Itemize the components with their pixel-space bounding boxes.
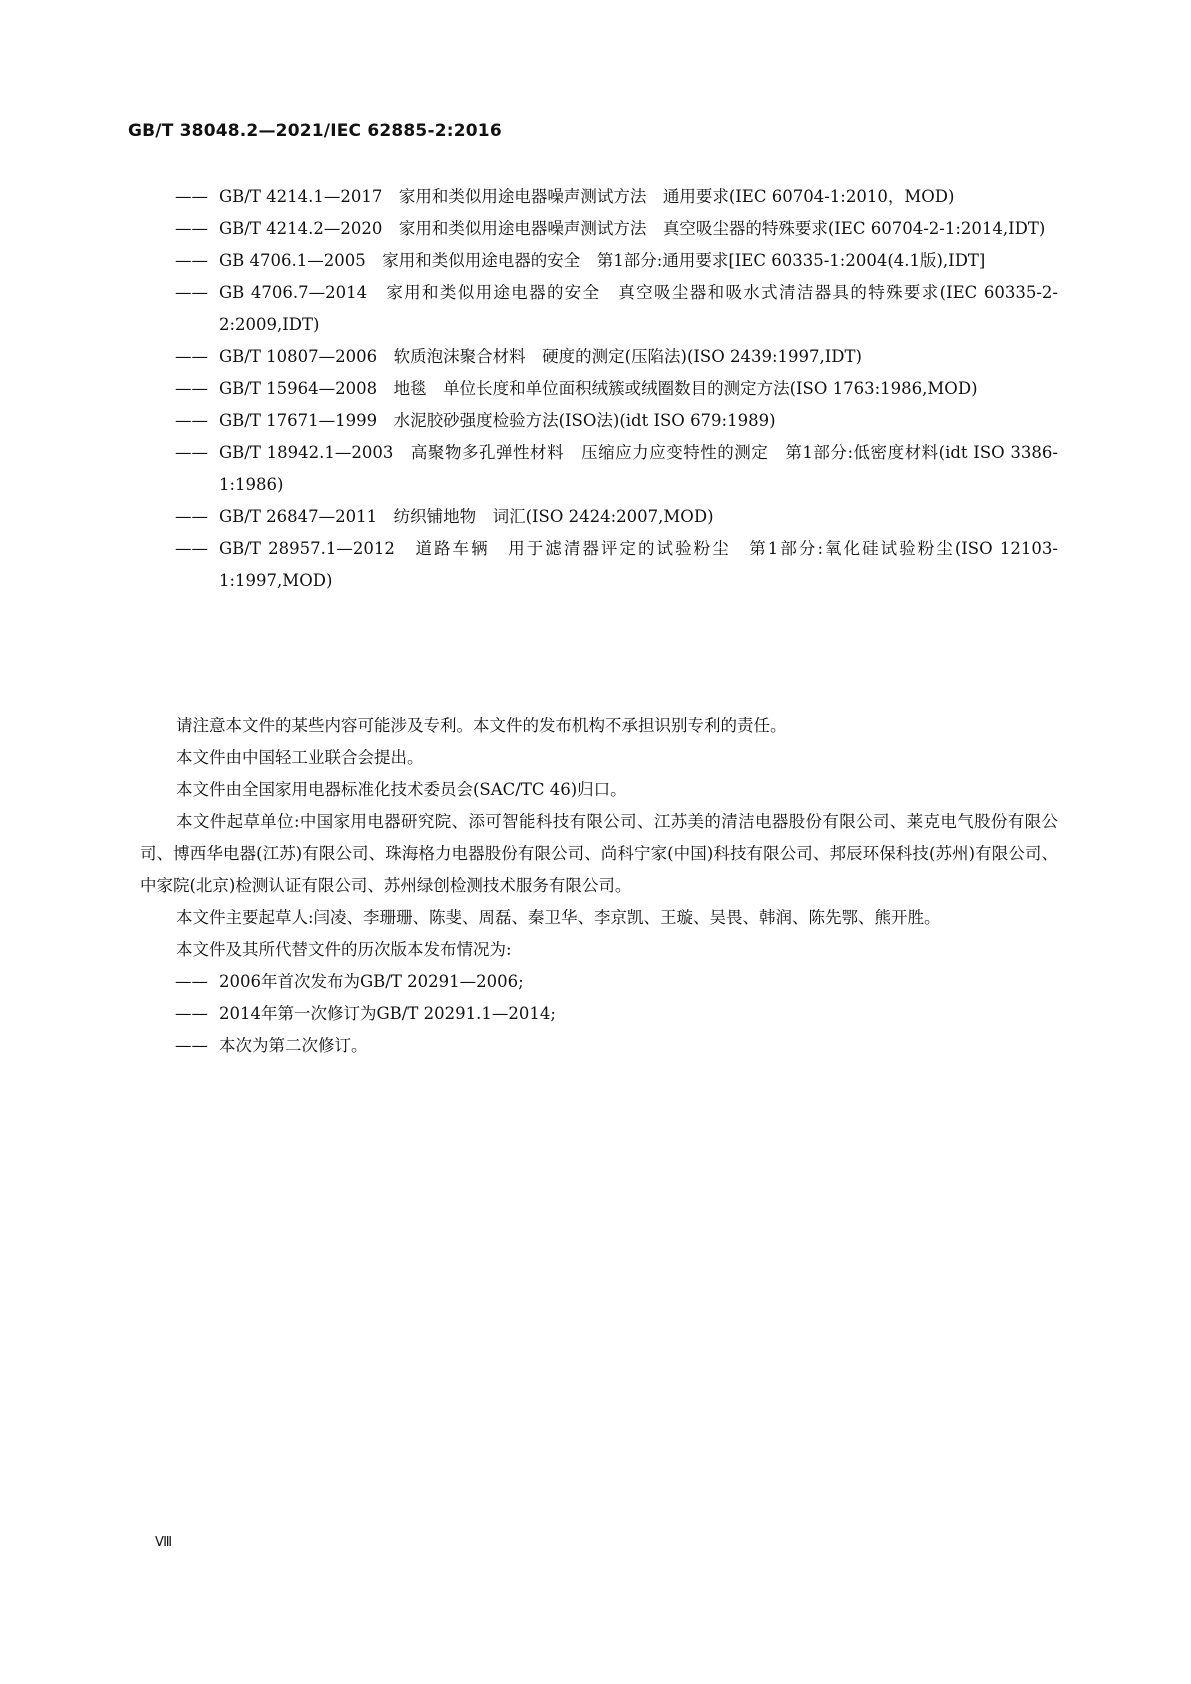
dash-marker: ——	[175, 187, 208, 206]
dash-marker: ——	[175, 1004, 208, 1023]
history-text: 本次为第二次修订。	[219, 1036, 368, 1055]
dash-marker: ——	[175, 539, 208, 558]
reference-text: GB/T 4214.1—2017 家用和类似用途电器噪声测试方法 通用要求(IEC 60704-1:2010，MOD)	[219, 187, 955, 206]
reference-text: GB/T 18942.1—2003 高聚物多孔弹性材料 压缩应力应变特性的测定 第1部分:低密度材料(idt ISO 3386-1:1986)	[219, 443, 1058, 494]
patent-notice: 请注意本文件的某些内容可能涉及专利。本文件的发布机构不承担识别专利的责任。	[176, 716, 787, 735]
history-item	[175, 966, 1058, 998]
reference-text: GB/T 4214.2—2020 家用和类似用途电器噪声测试方法 真空吸尘器的特殊要求(IEC 60704-2-1:2014,IDT)	[219, 219, 1046, 238]
history-text: 2014年第一次修订为GB/T 20291.1—2014;	[219, 1004, 556, 1023]
reference-text: GB/T 10807—2006 软质泡沫聚合材料 硬度的测定(压陷法)(ISO 2439:1997,IDT)	[219, 347, 862, 366]
main-drafters: 本文件主要起草人:闫凌、李珊珊、陈斐、周磊、秦卫华、李京凯、王璇、吴畏、韩润、陈先鄂、熊开胜。	[176, 908, 941, 927]
reference-item	[175, 213, 1058, 245]
proposer-statement: 本文件由中国轻工业联合会提出。	[176, 748, 424, 767]
reference-item	[175, 501, 1058, 533]
reference-text: GB 4706.1—2005 家用和类似用途电器的安全 第1部分:通用要求[IEC 60335-1:2004(4.1版),IDT]	[219, 251, 986, 270]
dash-marker: ——	[175, 972, 208, 991]
reference-item	[175, 341, 1058, 373]
page-number: Ⅷ	[155, 1535, 173, 1550]
reference-text: GB/T 15964—2008 地毯 单位长度和单位面积绒簇或绒圈数目的测定方法(ISO 1763:1986,MOD)	[219, 379, 978, 398]
reference-item	[175, 405, 1058, 437]
reference-item	[175, 245, 1058, 277]
dash-marker: ——	[175, 347, 208, 366]
reference-item	[175, 533, 1058, 597]
dash-marker: ——	[175, 251, 208, 270]
reference-item	[175, 181, 1058, 213]
dash-marker: ——	[175, 411, 208, 430]
document-header: GB/T 38048.2—2021/IEC 62885-2:2016	[128, 121, 502, 141]
dash-marker: ——	[175, 443, 208, 462]
reference-item	[175, 437, 1058, 501]
dash-marker: ——	[175, 283, 208, 302]
dash-marker: ——	[175, 379, 208, 398]
reference-text: GB/T 17671—1999 水泥胶砂强度检验方法(ISO法)(idt ISO 679:1989)	[219, 411, 776, 430]
reference-text: GB/T 26847—2011 纺织铺地物 词汇(ISO 2424:2007,MOD)	[219, 507, 714, 526]
reference-item	[175, 277, 1058, 341]
dash-marker: ——	[175, 1036, 208, 1055]
committee-statement: 本文件由全国家用电器标准化技术委员会(SAC/TC 46)归口。	[176, 780, 627, 799]
drafting-units: 本文件起草单位:中国家用电器研究院、添可智能科技有限公司、江苏美的清洁电器股份有限公司、莱克电气股份有限公司、博西华电器(江苏)有限公司、珠海格力电器股份有限公司、尚科宁家(中国)科技有限公司、邦辰环保科技(苏州)有限公司、中家院(北京)检测认证有限公司、苏州绿创检测技术服务有限公司。	[140, 812, 1058, 895]
normative-references-list	[175, 181, 1058, 597]
history-item	[175, 1030, 1058, 1062]
history-text: 2006年首次发布为GB/T 20291—2006;	[219, 972, 524, 991]
reference-text: GB 4706.7—2014 家用和类似用途电器的安全 真空吸尘器和吸水式清洁器具的特殊要求(IEC 60335-2-2:2009,IDT)	[219, 283, 1058, 334]
version-history-list	[175, 966, 1058, 1062]
preface-paragraphs	[140, 710, 1058, 966]
dash-marker: ——	[175, 507, 208, 526]
history-intro: 本文件及其所代替文件的历次版本发布情况为:	[176, 940, 512, 959]
reference-item	[175, 373, 1058, 405]
dash-marker: ——	[175, 219, 208, 238]
reference-text: GB/T 28957.1—2012 道路车辆 用于滤清器评定的试验粉尘 第1部分:氧化硅试验粉尘(ISO 12103-1:1997,MOD)	[219, 539, 1058, 590]
history-item	[175, 998, 1058, 1030]
